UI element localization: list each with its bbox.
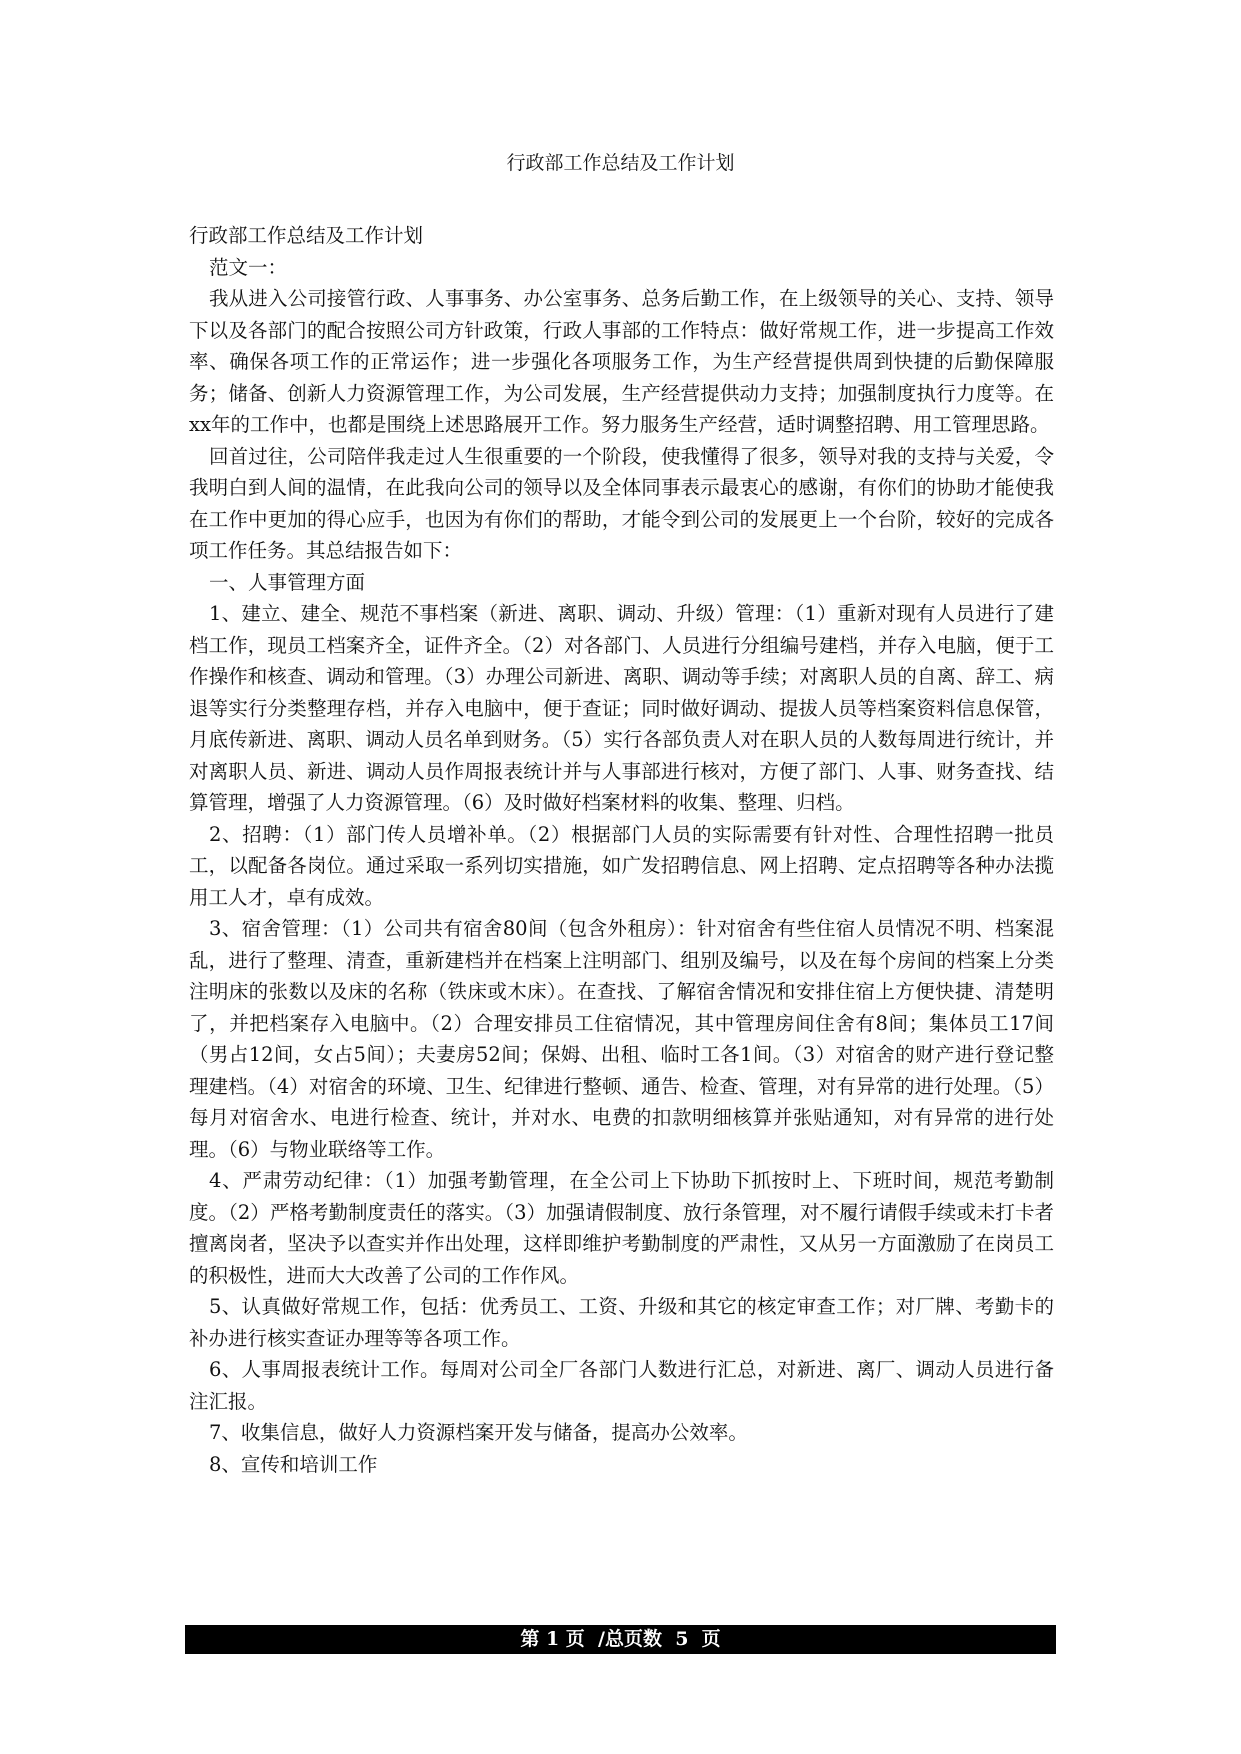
- paragraph-sample-label: 范文一：: [209, 255, 288, 279]
- paragraph-item-7: 7、收集信息，做好人力资源档案开发与储备，提高办公效率。: [209, 1421, 748, 1444]
- paragraph-item-1: 1、建立、建全、规范不事档案（新进、离职、调动、升级）管理：（1）重新对现有人员进行了建档工作，现员工档案齐全，证件齐全。（2）对各部门、人员进行分组编号建档，并存入电脑，便于工作操作和核查、调动和管理。（3）办理公司新进、离职、调动等手续；对离职人员的自离、辞工、病退等实行分类整理存档，并存入电脑中，便于查证；同时做好调动、提拔人员等档案资料信息保管，月底传新进、离职、调动人员名单到财务。（5）实行各部负责人对在职人员的人数每周进行统计，并对离职人员、新进、调动人员作周报表统计并与人事部进行核对，方便了部门、人事、财务查找、结算管理，增强了人力资源管理。（6）及时做好档案材料的收集、整理、归档。: [189, 602, 1054, 814]
- paragraph-item-5: 5、认真做好常规工作，包括：优秀员工、工资、升级和其它的核定审查工作；对厂牌、考勤卡的补办进行核实查证办理等等各项工作。: [189, 1295, 1054, 1350]
- page-number-label: 第 1 页 /总页数 5 页: [520, 1628, 721, 1650]
- page-footer-bar: [185, 1625, 1056, 1654]
- paragraph-item-4: 4、严肃劳动纪律：（1）加强考勤管理，在全公司上下协助下抓按时上、下班时间，规范考勤制度。（2）严格考勤制度责任的落实。（3）加强请假制度、放行条管理，对不履行请假手续或未打卡者擅离岗者，坚决予以查实并作出处理，这样即维护考勤制度的严肃性，又从另一方面激励了在岗员工的积极性，进而大大改善了公司的工作作风。: [189, 1169, 1054, 1287]
- body-heading: 行政部工作总结及工作计划: [189, 224, 424, 247]
- paragraph-item-2: 2、招聘：（1）部门传人员增补单。（2）根据部门人员的实际需要有针对性、合理性招聘一批员工，以配备各岗位。通过采取一系列切实措施，如广发招聘信息、网上招聘、定点招聘等各种办法揽用工人才，卓有成效。: [189, 822, 1054, 909]
- section-heading-hr: 一、人事管理方面: [209, 570, 366, 594]
- page-title: 行政部工作总结及工作计划: [506, 152, 735, 174]
- paragraph-item-3: 3、宿舍管理：（1）公司共有宿舍80间（包含外租房）：针对宿舍有些住宿人员情况不明、档案混乱，进行了整理、清查，重新建档并在档案上注明部门、组别及编号，以及在每个房间的档案上分类注明床的张数以及床的名称（铁床或木床）。在查找、了解宿舍情况和安排住宿上方便快捷、清楚明了，并把档案存入电脑中。（2）合理安排员工住宿情况，其中管理房间住舍有8间；集体员工17间（男占12间，女占5间）；夫妻房52间；保姆、出租、临时工各1间。（3）对宿舍的财产进行登记整理建档。（4）对宿舍的环境、卫生、纪律进行整顿、通告、检查、管理，对有异常的进行处理。（5）每月对宿舍水、电进行检查、统计，并对水、电费的扣款明细核算并张贴通知，对有异常的进行处理。（6）与物业联络等工作。: [189, 917, 1054, 1161]
- paragraph-intro: 我从进入公司接管行政、人事事务、办公室事务、总务后勤工作，在上级领导的关心、支持、领导下以及各部门的配合按照公司方针政策，行政人事部的工作特点：做好常规工作，进一步提高工作效率、确保各项工作的正常运作；进一步强化各项服务工作，为生产经营提供周到快捷的后勤保障服务；储备、创新人力资源管理工作，为公司发展，生产经营提供动力支持；加强制度执行力度等。在xx年的工作中，也都是围绕上述思路展开工作。努力服务生产经营，适时调整招聘、用工管理思路。: [189, 287, 1054, 436]
- paragraph-item-6: 6、人事周报表统计工作。每周对公司全厂各部门人数进行汇总，对新进、离厂、调动人员进行备注汇报。: [189, 1358, 1054, 1413]
- document-body: [189, 220, 1054, 1480]
- paragraph-item-8: 8、宣传和培训工作: [209, 1452, 378, 1476]
- paragraph-review: 回首过往，公司陪伴我走过人生很重要的一个阶段，使我懂得了很多，领导对我的支持与关爱，令我明白到人间的温情，在此我向公司的领导以及全体同事表示最衷心的感谢，有你们的协助才能使我在工作中更加的得心应手，也因为有你们的帮助，才能令到公司的发展更上一个台阶，较好的完成各项工作任务。其总结报告如下：: [189, 444, 1054, 562]
